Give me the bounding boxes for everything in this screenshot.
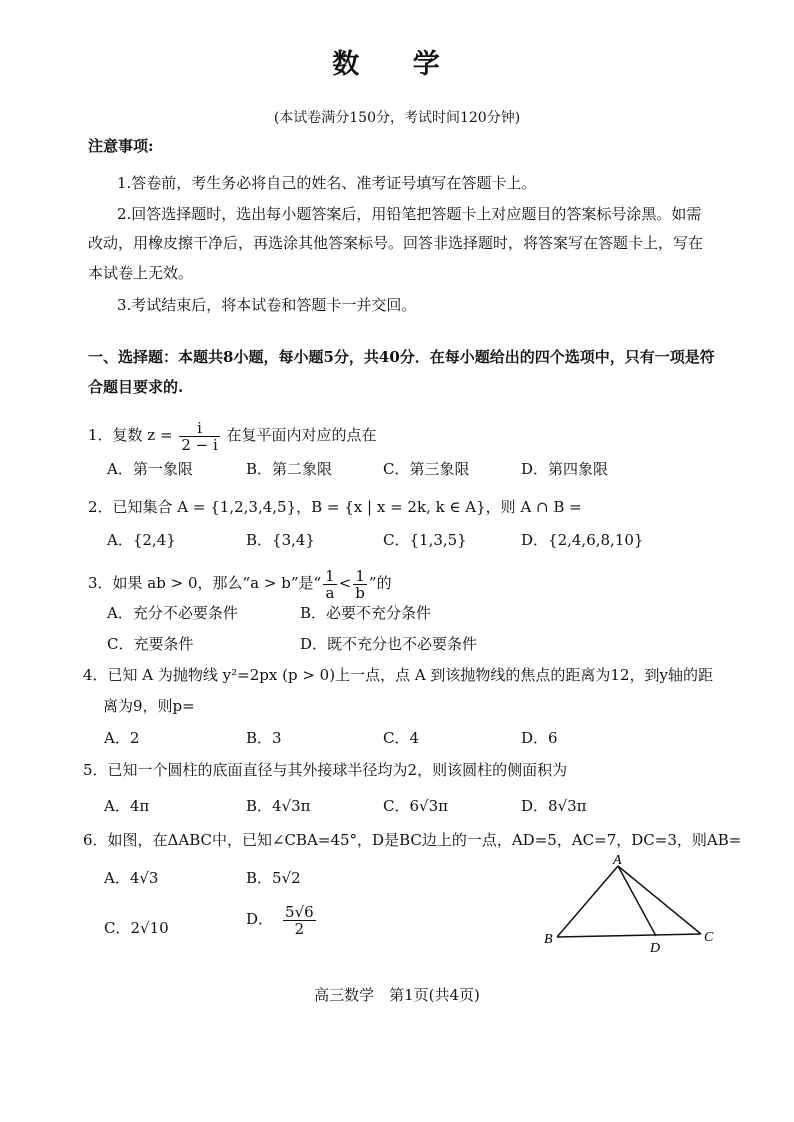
edge-ad <box>618 866 656 936</box>
edge-bc <box>557 934 701 937</box>
option-a: A．4√3 <box>104 869 159 887</box>
notice-item: 2.回答选择题时，选出每小题答案后，用铅笔把答题卡上对应题目的答案标号涂黑。如需 <box>117 205 702 223</box>
option-c: C．充要条件 <box>107 635 194 653</box>
question-4: 4．已知 A 为抛物线 y²=2px (p > 0)上一点，点 A 到该抛物线的焦点的距离为12，到y轴的距 <box>83 666 713 684</box>
option-b: B．3 <box>246 729 282 747</box>
question-text: 在复平面内对应的点在 <box>221 426 377 444</box>
option-c: C．4 <box>383 729 420 747</box>
denominator: 2 − i <box>181 435 218 454</box>
notice-heading: 注意事项: <box>88 137 154 155</box>
option-d: D．6 <box>521 729 558 747</box>
option-label: D． <box>246 910 274 928</box>
option-c: C．第三象限 <box>383 460 470 478</box>
option-c: C．{1,3,5} <box>383 531 467 549</box>
less-than: < <box>338 574 352 592</box>
numerator: 1 <box>353 568 367 585</box>
option-a: A．{2,4} <box>107 531 176 549</box>
notice-item: 本试卷上无效。 <box>88 264 194 282</box>
option-d: D．既不充分也不必要条件 <box>300 635 478 653</box>
option-b: B．4√3π <box>246 797 311 815</box>
option-b: B．{3,4} <box>246 531 315 549</box>
question-4-cont: 离为9，则p= <box>103 697 195 715</box>
option-b: B．5√2 <box>246 869 301 887</box>
option-d: D．8√3π <box>521 797 587 815</box>
option-d: D．第四象限 <box>521 460 609 478</box>
question-text: 1．复数 z = <box>88 426 178 444</box>
numerator: i <box>179 420 219 437</box>
denominator: a <box>325 583 335 602</box>
option-d: D．{2,4,6,8,10} <box>521 531 644 549</box>
edge-ab <box>557 866 618 937</box>
question-text: ”的 <box>368 574 392 592</box>
notice-item: 3.考试结束后，将本试卷和答题卡一并交回。 <box>117 296 417 314</box>
option-c: C．6√3π <box>383 797 448 815</box>
question-6: 6．如图，在ΔABC中，已知∠CBA=45°，D是BC边上的一点，AD=5，AC=7，DC=3，则AB= <box>83 831 742 849</box>
option-a: A．充分不必要条件 <box>107 604 238 622</box>
denominator: 2 <box>294 919 305 938</box>
option-b: B．第二象限 <box>246 460 333 478</box>
numerator: 1 <box>325 566 335 585</box>
option-a: A．2 <box>104 729 140 747</box>
notice-item: 1.答卷前，考生务必将自己的姓名、准考证号填写在答题卡上。 <box>117 174 537 192</box>
page-title: 数 学 <box>332 49 462 80</box>
option-c: C．2√10 <box>104 919 169 937</box>
vertex-label-a: A <box>613 853 622 868</box>
option-b: B．必要不充分条件 <box>300 604 432 622</box>
question-2: 2．已知集合 A = {1,2,3,4,5}，B = {x | x = 2k, k ∈ A}，则 A ∩ B = <box>88 498 582 516</box>
denominator: b <box>355 583 365 602</box>
section-heading: 合题目要求的. <box>88 378 184 396</box>
question-5: 5．已知一个圆柱的底面直径与其外接球半径均为2，则该圆柱的侧面积为 <box>83 761 568 779</box>
page-footer: 高三数学 第1页(共4页) <box>314 986 480 1004</box>
numerator: 5√6 <box>285 902 314 921</box>
vertex-label-d: D <box>650 941 661 956</box>
vertex-label-c: C <box>704 930 714 945</box>
section-heading: 一、选择题：本题共8小题，每小题5分，共40分．在每小题给出的四个选项中，只有一项是符 <box>88 348 715 366</box>
option-a: A．4π <box>104 797 150 815</box>
exam-info: (本试卷满分150分，考试时间120分钟) <box>273 110 521 126</box>
vertex-label-b: B <box>544 932 553 947</box>
option-a: A．第一象限 <box>107 460 193 478</box>
edge-ac <box>618 866 701 934</box>
question-text: 3．如果 ab > 0，那么“a > b”是“ <box>88 574 322 592</box>
notice-item: 改动，用橡皮擦干净后，再选涂其他答案标号。回答非选择题时，将答案写在答题卡上，写在 <box>88 234 704 252</box>
